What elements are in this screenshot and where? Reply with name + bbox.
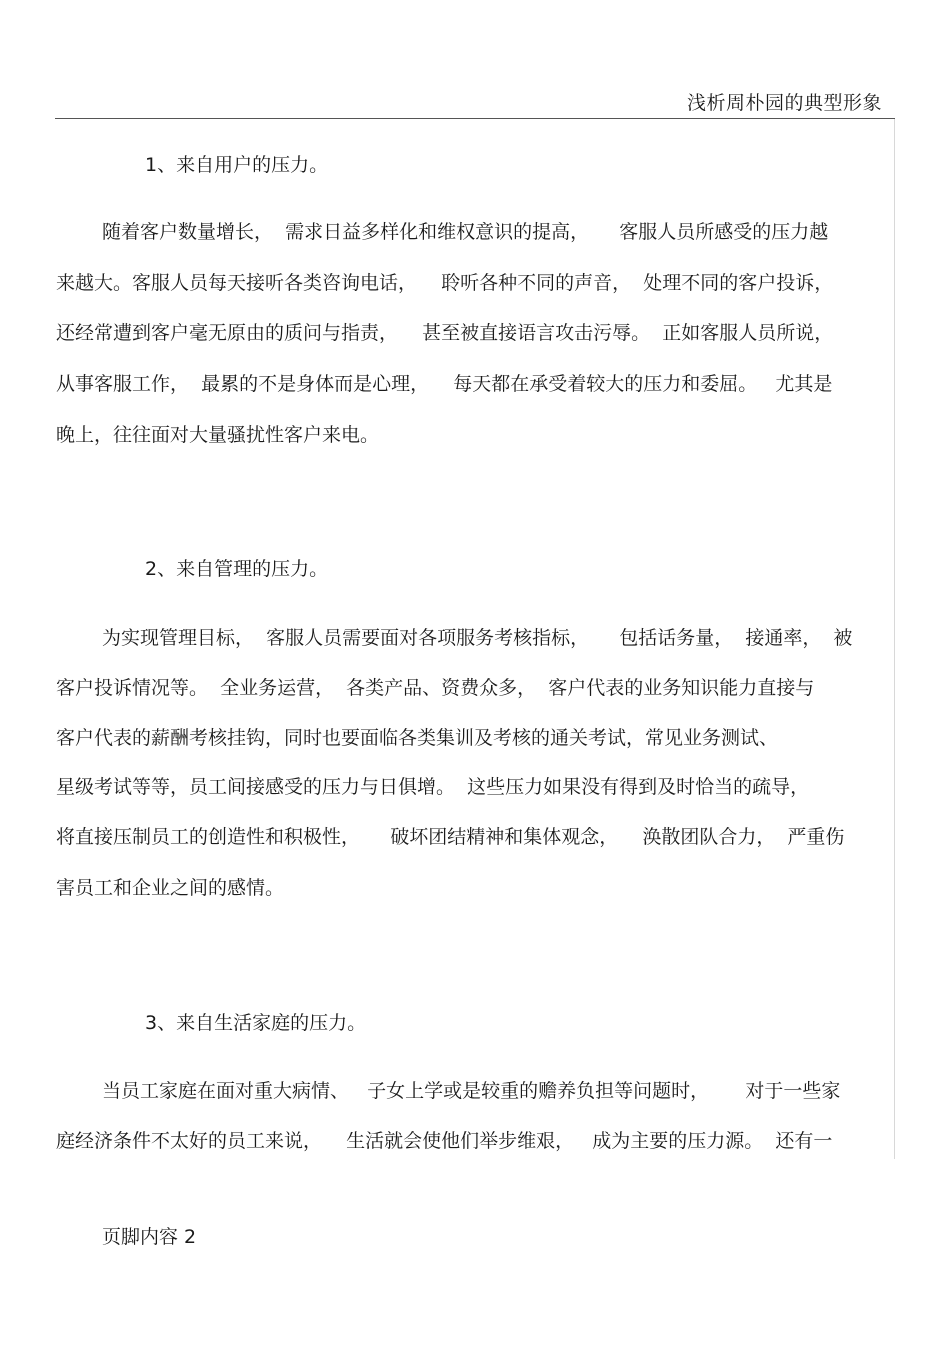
paragraph-line: 将直接压制员工的创造性和积极性， 破坏团结精神和集体观念， 涣散团队合力， 严重伤 (56, 826, 845, 848)
right-margin-line (894, 119, 895, 1159)
paragraph-line: 为实现管理目标， 客服人员需要面对各项服务考核指标， 包括话务量， 接通率， 被 (102, 627, 853, 649)
paragraph-line: 从事客服工作， 最累的不是身体而是心理， 每天都在承受着较大的压力和委屈。 尤其是 (56, 373, 833, 395)
paragraph-line: 星级考试等等，员工间接感受的压力与日俱增。 这些压力如果没有得到及时恰当的疏导， (56, 776, 810, 798)
section-heading-2: 2、来自管理的压力。 (145, 558, 329, 580)
header-divider (55, 118, 895, 119)
paragraph-line: 晚上，往往面对大量骚扰性客户来电。 (56, 424, 380, 446)
paragraph-line: 当员工家庭在面对重大病情、 子女上学或是较重的赡养负担等问题时， 对于一些家 (102, 1080, 841, 1102)
section-heading-1: 1、来自用户的压力。 (145, 154, 329, 176)
paragraph-line: 客户代表的薪酬考核挂钩，同时也要面临各类集训及考核的通关考试，常见业务测试、 (56, 727, 779, 749)
paragraph-line: 客户投诉情况等。 全业务运营， 各类产品、资费众多， 客户代表的业务知识能力直接与 (56, 677, 815, 699)
paragraph-line: 庭经济条件不太好的员工来说， 生活就会使他们举步维艰， 成为主要的压力源。 还有一 (56, 1130, 833, 1152)
page-footer: 页脚内容 2 (102, 1226, 197, 1248)
page-header-title: 浅析周朴园的典型形象 (686, 92, 882, 114)
paragraph-line: 害员工和企业之间的感情。 (56, 877, 285, 899)
paragraph-line: 来越大。客服人员每天接听各类咨询电话， 聆听各种不同的声音， 处理不同的客户投诉， (56, 272, 834, 294)
paragraph-line: 随着客户数量增长， 需求日益多样化和维权意识的提高， 客服人员所感受的压力越 (102, 221, 829, 243)
section-heading-3: 3、来自生活家庭的压力。 (145, 1012, 367, 1034)
paragraph-line: 还经常遭到客户毫无原由的质问与指责， 甚至被直接语言攻击污辱。 正如客服人员所说， (56, 322, 834, 344)
